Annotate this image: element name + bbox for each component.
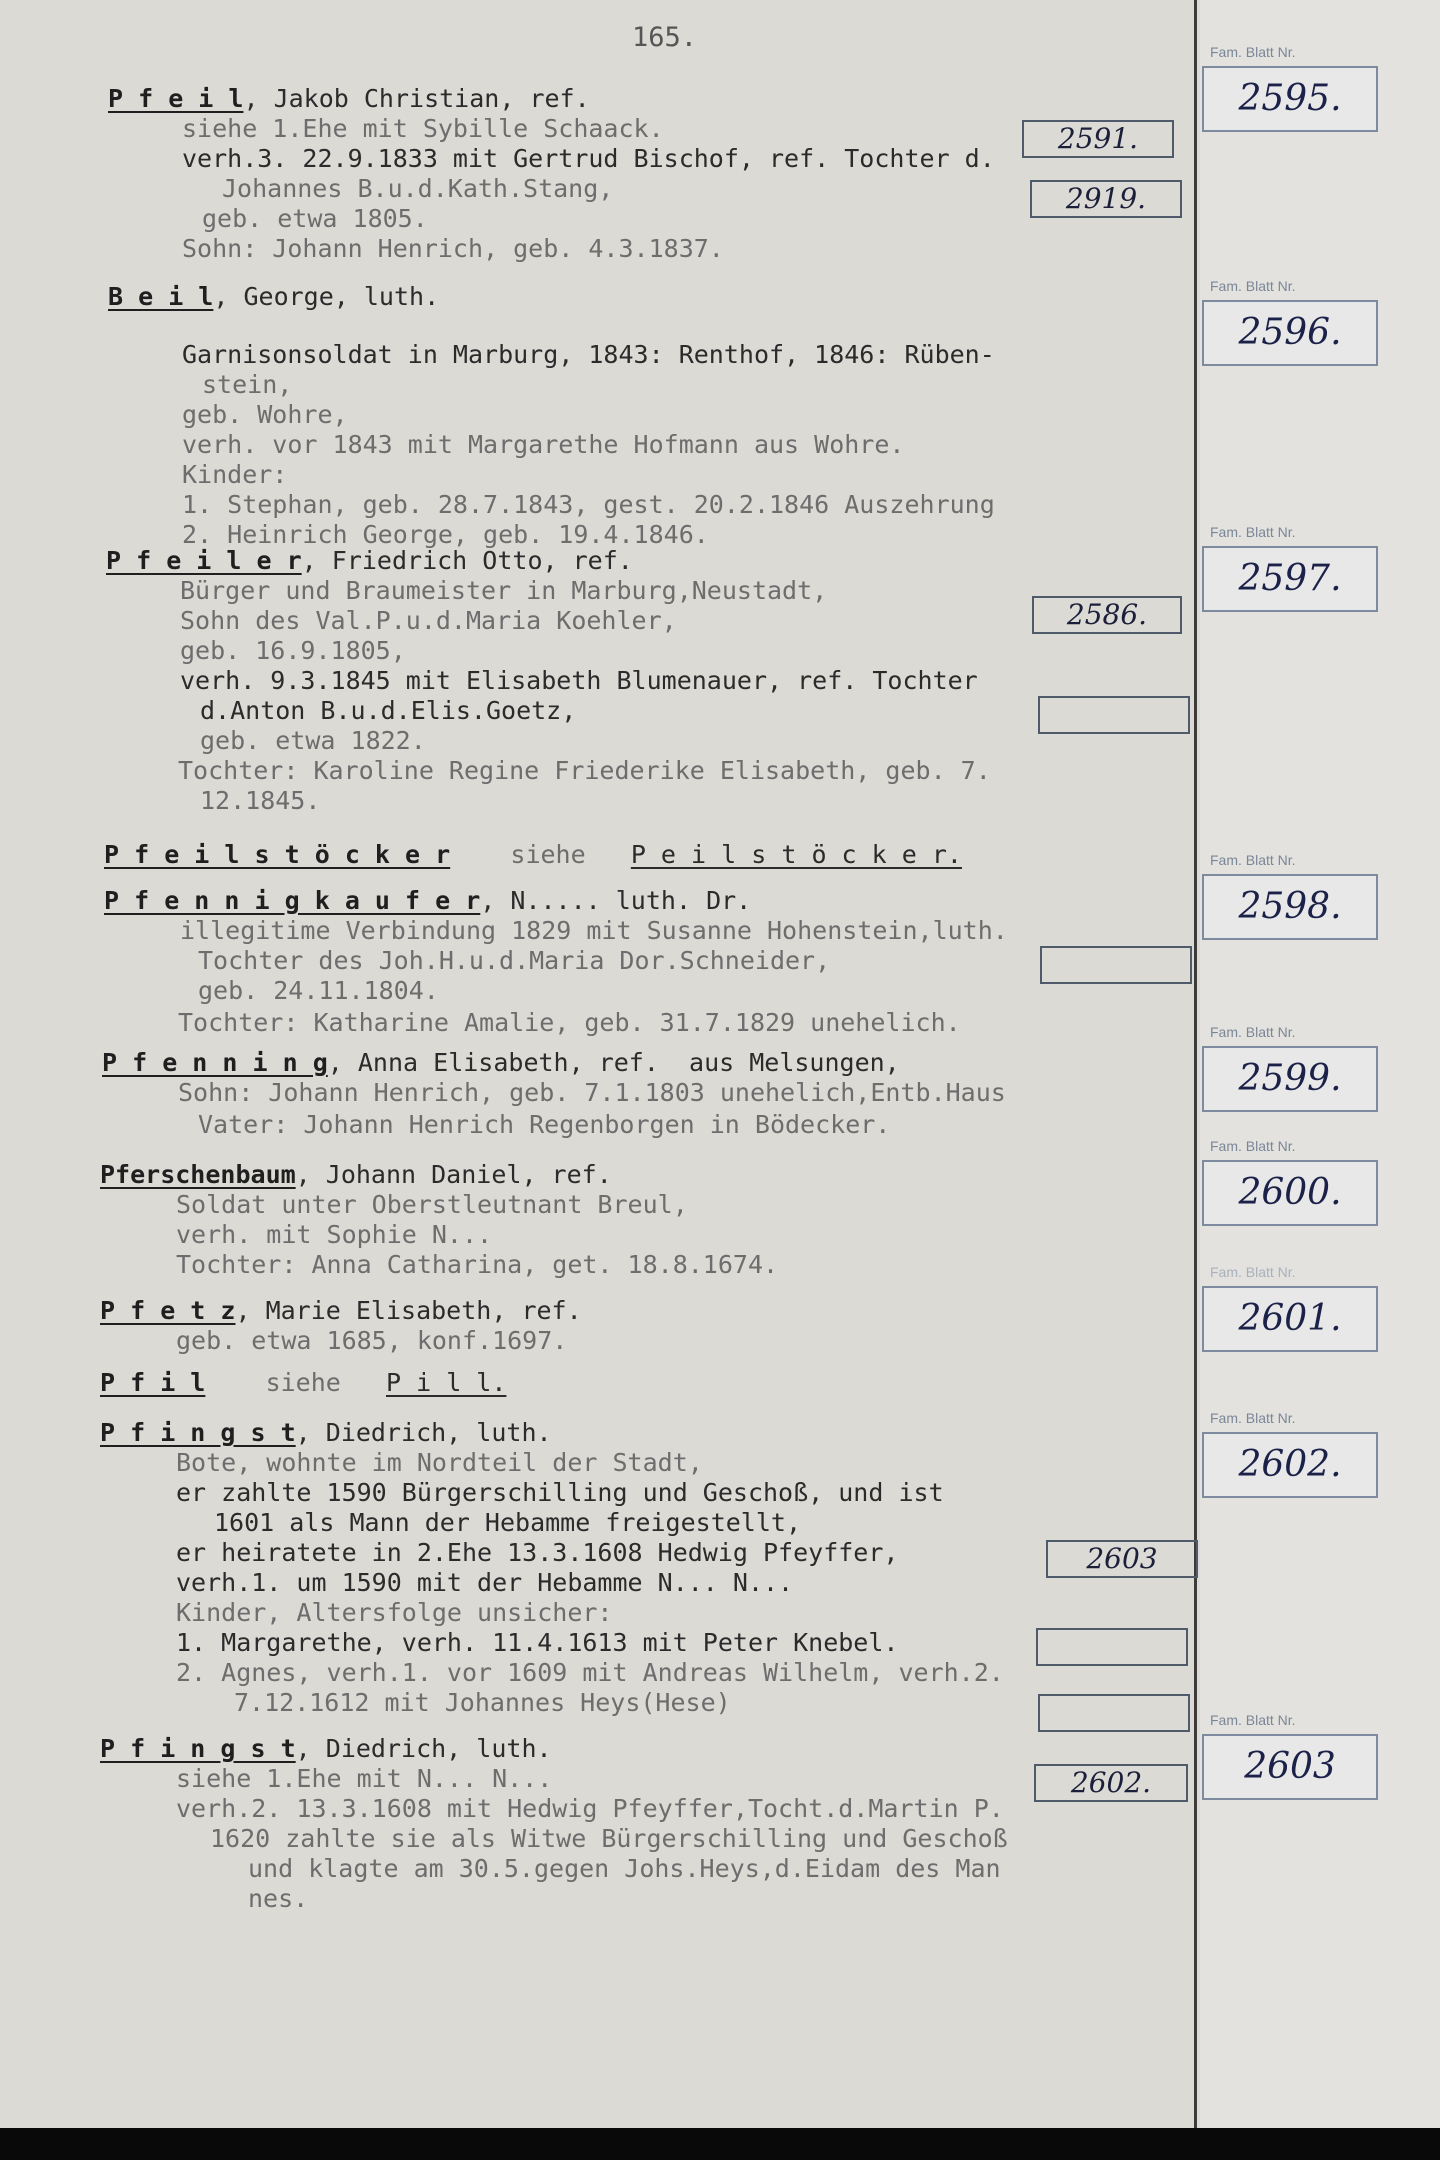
entry-heading (108, 282, 439, 312)
entry-heading (100, 1160, 612, 1190)
entry-line: geb. etwa 1805. (202, 204, 428, 233)
surname: P f e i l s t ö c k e r (104, 840, 451, 869)
entry-line: Vater: Johann Henrich Regenborgen in Bödecker. (198, 1110, 891, 1139)
family-sheet-number: 2599. (1202, 1046, 1378, 1112)
entry-heading (100, 1418, 552, 1448)
entry-line: stein, (202, 370, 293, 399)
surname: P f e t z (100, 1296, 236, 1325)
surname: P f e i l (108, 84, 244, 113)
entry-line: verh.1. um 1590 mit der Hebamme N... N... (176, 1568, 794, 1597)
surname: P f i n g s t (100, 1418, 296, 1447)
entry-line: Tochter: Anna Catharina, get. 18.8.1674. (176, 1250, 779, 1279)
surname: P f i l (100, 1368, 206, 1397)
reference-box: 2591. (1022, 120, 1174, 158)
family-sheet-number: 2603 (1202, 1734, 1378, 1800)
entry-line: Johannes B.u.d.Kath.Stang, (222, 174, 614, 203)
family-sheet-label: Fam. Blatt Nr. (1210, 44, 1296, 60)
entry-line: Sohn: Johann Henrich, geb. 4.3.1837. (182, 234, 724, 263)
cross-reference-word: siehe (510, 840, 586, 869)
family-sheet-label: Fam. Blatt Nr. (1210, 1138, 1296, 1154)
family-sheet-label: Fam. Blatt Nr. (1210, 852, 1296, 868)
family-sheet-label: Fam. Blatt Nr. (1210, 1410, 1296, 1426)
family-sheet-label: Fam. Blatt Nr. (1210, 278, 1296, 294)
entry-line: Garnisonsoldat in Marburg, 1843: Renthof, 1846: Rüben- (182, 340, 995, 369)
entry-heading (106, 546, 633, 576)
reference-box (1036, 1628, 1188, 1666)
entry-heading (108, 84, 590, 114)
entry-line: geb. etwa 1822. (200, 726, 426, 755)
reference-box (1038, 1694, 1190, 1732)
entry-line: 1620 zahlte sie als Witwe Bürgerschilling und Geschoß (210, 1824, 1008, 1853)
entry-line: Bürger und Braumeister in Marburg,Neustadt, (180, 576, 828, 605)
entry-line: er heiratete in 2.Ehe 13.3.1608 Hedwig Pfeyffer, (176, 1538, 899, 1567)
entry-line: verh.3. 22.9.1833 mit Gertrud Bischof, ref. Tochter d. (182, 144, 995, 173)
surname: P f e i l e r (106, 546, 302, 575)
entry-heading (100, 1734, 552, 1764)
family-sheet-label: Fam. Blatt Nr. (1210, 1024, 1296, 1040)
entry-line: 2. Agnes, verh.1. vor 1609 mit Andreas Wilhelm, verh.2. (176, 1658, 1004, 1687)
family-sheet-number: 2595. (1202, 66, 1378, 132)
entry-line: 7.12.1612 mit Johannes Heys(Hese) (234, 1688, 731, 1717)
entry-line: Tochter: Katharine Amalie, geb. 31.7.1829 unehelich. (178, 1008, 961, 1037)
entry-line: Kinder: (182, 460, 288, 489)
entry-line: verh. vor 1843 mit Margarethe Hofmann aus Wohre. (182, 430, 905, 459)
scan-border (0, 2128, 1440, 2160)
entry-line: geb. etwa 1685, konf.1697. (176, 1326, 568, 1355)
family-sheet-number: 2600. (1202, 1160, 1378, 1226)
entry-line: illegitime Verbindung 1829 mit Susanne Hohenstein,luth. (180, 916, 1008, 945)
entry-line: Tochter: Karoline Regine Friederike Elisabeth, geb. 7. (178, 756, 991, 785)
entry-line: geb. Wohre, (182, 400, 348, 429)
family-sheet-number: 2597. (1202, 546, 1378, 612)
entry-line: Sohn: Johann Henrich, geb. 7.1.1803 unehelich,Entb.Haus (178, 1078, 1006, 1107)
entry-line: Soldat unter Oberstleutnant Breul, (176, 1190, 688, 1219)
entry-line: Sohn des Val.P.u.d.Maria Koehler, (180, 606, 677, 635)
family-sheet-label: Fam. Blatt Nr. (1210, 1712, 1296, 1728)
given-name: , Diedrich, luth. (295, 1734, 552, 1763)
family-sheet-number: 2602. (1202, 1432, 1378, 1498)
surname: B e i l (108, 282, 214, 311)
reference-box: 2919. (1030, 180, 1182, 218)
reference-box (1038, 696, 1190, 734)
entry-line: 1. Stephan, geb. 28.7.1843, gest. 20.2.1846 Auszehrung (182, 490, 995, 519)
entry-line: verh. mit Sophie N... (176, 1220, 493, 1249)
entry-heading (104, 840, 962, 870)
page-number: 165. (632, 22, 698, 53)
surname: P f i n g s t (100, 1734, 296, 1763)
entry-line: siehe 1.Ehe mit Sybille Schaack. (182, 114, 664, 143)
given-name: , Jakob Christian, ref. (243, 84, 590, 113)
entry-line: 2. Heinrich George, geb. 19.4.1846. (182, 520, 709, 549)
entry-heading (102, 1048, 900, 1078)
entry-line: 12.1845. (200, 786, 321, 815)
entry-heading (100, 1368, 506, 1398)
entry-line: Tochter des Joh.H.u.d.Maria Dor.Schneider, (198, 946, 831, 975)
family-sheet-number: 2598. (1202, 874, 1378, 940)
given-name: , N..... luth. Dr. (480, 886, 752, 915)
given-name: , Marie Elisabeth, ref. (235, 1296, 582, 1325)
entry-line: verh. 9.3.1845 mit Elisabeth Blumenauer, ref. Tochter (180, 666, 978, 695)
family-sheet-number: 2596. (1202, 300, 1378, 366)
surname: P f e n n i n g (102, 1048, 328, 1077)
entry-line: d.Anton B.u.d.Elis.Goetz, (200, 696, 577, 725)
entry-heading (100, 1296, 582, 1326)
given-name: , Johann Daniel, ref. (295, 1160, 612, 1189)
given-name: , Friedrich Otto, ref. (301, 546, 633, 575)
entry-line: verh.2. 13.3.1608 mit Hedwig Pfeyffer,Tocht.d.Martin P. (176, 1794, 1004, 1823)
family-sheet-number: 2601. (1202, 1286, 1378, 1352)
cross-reference-target: P i l l. (386, 1368, 507, 1397)
entry-heading (104, 886, 751, 916)
reference-box (1040, 946, 1192, 984)
cross-reference-word: siehe (265, 1368, 341, 1397)
surname: Pferschenbaum (100, 1160, 296, 1189)
entry-line: nes. (248, 1884, 309, 1913)
cross-reference-target: P e i l s t ö c k e r. (630, 840, 962, 869)
entry-line: Bote, wohnte im Nordteil der Stadt, (176, 1448, 703, 1477)
surname: P f e n n i g k a u f e r (104, 886, 481, 915)
given-name: , Diedrich, luth. (295, 1418, 552, 1447)
reference-box: 2586. (1032, 596, 1182, 634)
entry-line: geb. 16.9.1805, (180, 636, 406, 665)
family-sheet-label: Fam. Blatt Nr. (1210, 524, 1296, 540)
entry-line: 1. Margarethe, verh. 11.4.1613 mit Peter Knebel. (176, 1628, 899, 1657)
reference-box: 2602. (1034, 1764, 1188, 1802)
entry-line: und klagte am 30.5.gegen Johs.Heys,d.Eidam des Man (248, 1854, 1001, 1883)
given-name: , George, luth. (213, 282, 440, 311)
family-sheet-label: Fam. Blatt Nr. (1210, 1264, 1296, 1280)
entry-line: geb. 24.11.1804. (198, 976, 439, 1005)
entry-line: Kinder, Altersfolge unsicher: (176, 1598, 613, 1627)
entry-line: siehe 1.Ehe mit N... N... (176, 1764, 553, 1793)
reference-box: 2603 (1046, 1540, 1198, 1578)
entry-line: er zahlte 1590 Bürgerschilling und Geschoß, und ist (176, 1478, 944, 1507)
entry-line: 1601 als Mann der Hebamme freigestellt, (214, 1508, 801, 1537)
given-name: , Anna Elisabeth, ref. aus Melsungen, (327, 1048, 900, 1077)
column-divider (1194, 0, 1197, 2128)
